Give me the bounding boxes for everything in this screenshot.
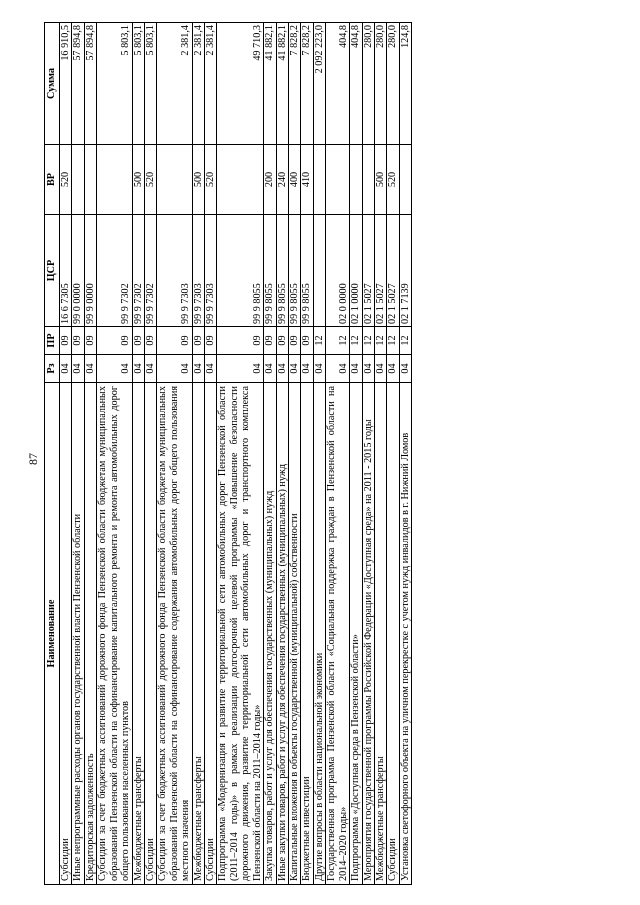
header-pr: ПР [45,327,60,355]
row-pr-cell: 09 [72,327,84,355]
row-pr-cell: 12 [362,327,374,355]
row-name-cell: Субсидии за счет бюджетных ассигнований дорожного фонда Пензенской области бюджетам муниципальных образований Пензенской области на софинансирование содержания автомобильных дорог общего пользования местного значения [157,383,192,885]
row-csr-cell: 99 9 8055 [217,215,264,327]
row-pr-cell: 12 [313,327,325,355]
row-name-cell: Капитальные вложения в объекты государственной (муниципальной) собственности [289,383,301,885]
row-pr-cell: 09 [205,327,217,355]
row-pr-cell: 12 [350,327,362,355]
row-vr-cell: 410 [301,145,313,215]
row-csr-cell: 99 9 7302 [144,215,156,327]
row-vr-cell: 520 [144,145,156,215]
row-sum-cell: 5 803,1 [97,23,132,145]
table-row [350,23,362,885]
row-sum-cell: 2 092 223,0 [313,23,325,145]
row-vr-cell [350,145,362,215]
row-csr-cell: 99 0 0000 [72,215,84,327]
row-vr-cell [72,145,84,215]
row-vr-cell: 520 [60,145,72,215]
table-row [60,23,72,885]
row-csr-cell: 99 9 0000 [84,215,96,327]
row-vr-cell: 500 [192,145,204,215]
row-vr-cell [217,145,264,215]
row-sum-cell: 404,8 [350,23,362,145]
table-row [157,23,192,885]
row-sum-cell: 7 828,2 [301,23,313,145]
row-name-cell: Другие вопросы в области национальной экономики [313,383,325,885]
table-row [217,23,264,885]
table-row [132,23,144,885]
header-vr: ВР [45,145,60,215]
row-pr-cell: 09 [97,327,132,355]
row-sum-cell: 280,0 [362,23,374,145]
row-sum-cell: 41 882,1 [264,23,276,145]
row-csr-cell: 16 6 7305 [60,215,72,327]
row-vr-cell [97,145,132,215]
table-header-row [45,23,60,885]
row-name-cell: Межбюджетные трансферты [374,383,386,885]
row-pr-cell: 12 [399,327,411,355]
row-sum-cell: 49 710,3 [217,23,264,145]
row-name-cell: Субсидии [205,383,217,885]
row-rz-cell: 04 [313,355,325,383]
row-vr-cell [84,145,96,215]
row-vr-cell: 240 [276,145,288,215]
row-sum-cell: 57 894,8 [72,23,84,145]
row-csr-cell: 99 9 8055 [264,215,276,327]
row-sum-cell: 280,0 [374,23,386,145]
row-pr-cell: 12 [374,327,386,355]
row-vr-cell: 400 [289,145,301,215]
row-csr-cell: 99 9 8055 [301,215,313,327]
row-vr-cell [313,145,325,215]
row-rz-cell: 04 [289,355,301,383]
row-vr-cell: 500 [132,145,144,215]
row-name-cell: Установка светофорного объекта на уличном перекрестке с учетом нужд инвалидов в г. Нижний Ломов [399,383,411,885]
table-row [326,23,350,885]
row-sum-cell: 2 381,4 [157,23,192,145]
table-body [60,23,412,885]
row-rz-cell: 04 [399,355,411,383]
table-row [72,23,84,885]
row-csr-cell: 99 9 8055 [289,215,301,327]
row-rz-cell: 04 [97,355,132,383]
row-rz-cell: 04 [72,355,84,383]
row-rz-cell: 04 [157,355,192,383]
row-name-cell: Мероприятия государственной программы Российской Федерации «Доступная среда» на 2011 - 2015 годы [362,383,374,885]
row-name-cell: Субсидии [387,383,399,885]
table-row [313,23,325,885]
header-rz: Рз [45,355,60,383]
row-name-cell: Иные закупки товаров, работ и услуг для обеспечения государственных (муниципальных) нужд [276,383,288,885]
row-pr-cell: 09 [144,327,156,355]
row-sum-cell: 5 803,1 [144,23,156,145]
row-name-cell: Закупка товаров, работ и услуг для обеспечения государственных (муниципальных) нужд [264,383,276,885]
row-vr-cell [399,145,411,215]
row-csr-cell: 02 1 0000 [350,215,362,327]
table-row [97,23,132,885]
row-rz-cell: 04 [387,355,399,383]
row-pr-cell: 09 [301,327,313,355]
row-csr-cell: 99 9 7303 [157,215,192,327]
row-csr-cell: 02 1 7139 [399,215,411,327]
row-sum-cell: 404,8 [326,23,350,145]
row-csr-cell: 02 1 5027 [362,215,374,327]
budget-table [44,22,412,885]
row-pr-cell: 09 [132,327,144,355]
table-row [84,23,96,885]
row-vr-cell: 200 [264,145,276,215]
table-row [374,23,386,885]
row-csr-cell: 02 1 5027 [374,215,386,327]
row-pr-cell: 12 [326,327,350,355]
row-name-cell: Государственная программа Пензенской области «Социальная поддержка граждан в Пензенской области на 2014–2020 годы» [326,383,350,885]
row-rz-cell: 04 [205,355,217,383]
row-rz-cell: 04 [350,355,362,383]
row-csr-cell: 99 9 8055 [276,215,288,327]
row-pr-cell: 09 [157,327,192,355]
row-rz-cell: 04 [362,355,374,383]
table-row [205,23,217,885]
row-name-cell: Субсидии [60,383,72,885]
row-rz-cell: 04 [144,355,156,383]
row-pr-cell: 09 [289,327,301,355]
row-pr-cell: 09 [192,327,204,355]
table-row [276,23,288,885]
table-row [362,23,374,885]
table-row [387,23,399,885]
table-row [144,23,156,885]
table-row [399,23,411,885]
row-name-cell: Межбюджетные трансферты [192,383,204,885]
row-pr-cell: 09 [217,327,264,355]
row-rz-cell: 04 [60,355,72,383]
row-vr-cell: 520 [387,145,399,215]
row-sum-cell: 41 882,1 [276,23,288,145]
row-csr-cell: 99 9 7302 [97,215,132,327]
row-pr-cell: 09 [276,327,288,355]
row-rz-cell: 04 [132,355,144,383]
table-row [289,23,301,885]
row-name-cell: Подпрограмма «Модернизация и развитие территориальной сети автомобильных дорог Пензенской области (2011–2014 годы)» в рамках реализации долгосрочной целевой программы «Повышение безопасности дорожного движения, развитие территориальной сети автомобильных дорог и транспортного комплекса Пензенской области на 2011–2014 годы» [217,383,264,885]
row-pr-cell: 09 [264,327,276,355]
row-csr-cell: 99 9 7302 [132,215,144,327]
row-sum-cell: 280,0 [387,23,399,145]
row-sum-cell: 7 828,2 [289,23,301,145]
row-vr-cell [157,145,192,215]
row-sum-cell: 124,8 [399,23,411,145]
row-rz-cell: 04 [326,355,350,383]
row-rz-cell: 04 [276,355,288,383]
table-row [264,23,276,885]
table-row [301,23,313,885]
row-csr-cell: 02 0 0000 [326,215,350,327]
page-number: 87 [26,453,40,465]
row-vr-cell [362,145,374,215]
row-sum-cell: 2 381,4 [192,23,204,145]
row-name-cell: Субсидии [144,383,156,885]
row-vr-cell [326,145,350,215]
header-csr: ЦСР [45,215,60,327]
row-name-cell: Иные непрограммные расходы органов государственной власти Пензенской области [72,383,84,885]
row-name-cell: Кредиторская задолженность [84,383,96,885]
row-rz-cell: 04 [192,355,204,383]
row-csr-cell: 02 1 5027 [387,215,399,327]
row-sum-cell: 5 803,1 [132,23,144,145]
row-name-cell: Подпрограмма «Доступная среда в Пензенской области» [350,383,362,885]
row-csr-cell: 99 9 7303 [192,215,204,327]
row-rz-cell: 04 [217,355,264,383]
row-vr-cell: 520 [205,145,217,215]
row-sum-cell: 57 894,8 [84,23,96,145]
row-csr-cell: 99 9 7303 [205,215,217,327]
row-name-cell: Межбюджетные трансферты [132,383,144,885]
row-pr-cell: 12 [387,327,399,355]
row-vr-cell: 500 [374,145,386,215]
row-rz-cell: 04 [264,355,276,383]
row-csr-cell [313,215,325,327]
row-rz-cell: 04 [374,355,386,383]
row-sum-cell: 2 381,4 [205,23,217,145]
row-pr-cell: 09 [60,327,72,355]
table-row [192,23,204,885]
row-name-cell: Бюджетные инвестиции [301,383,313,885]
header-name: Наименование [45,383,60,885]
header-sum: Сумма [45,23,60,145]
row-rz-cell: 04 [301,355,313,383]
row-pr-cell: 09 [84,327,96,355]
row-sum-cell: 16 910,5 [60,23,72,145]
row-name-cell: Субсидии за счет бюджетных ассигнований дорожного фонда Пензенской области бюджетам муниципальных образований Пензенской области на софинансирование капитального ремонта и ремонта автомобильных дорог общего пользования населенных пунктов [97,383,132,885]
row-rz-cell: 04 [84,355,96,383]
